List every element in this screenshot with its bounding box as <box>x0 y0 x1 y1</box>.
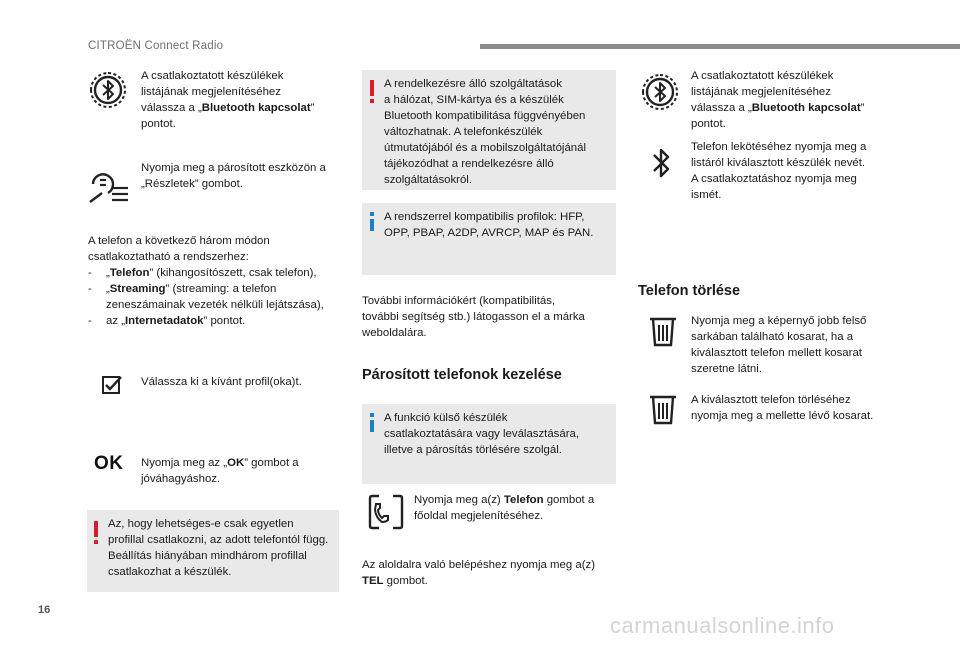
info-profiles-text: A rendszerrel kompatibilis profilok: HFP, OPP, PBAP, A2DP, AVRCP, MAP és PAN. <box>384 211 594 239</box>
info-function-text: A funkció külső készülék csatlakoztatására vagy leválasztására, illetve a párosítás törlésére szolgál. <box>384 412 580 456</box>
warning-services-text: A rendelkezésre álló szolgáltatások a hálózat, SIM-kártya és a készülék Bluetooth kompatibilitása függvényében változhatnak. A telefonkészülék útmutatójából és a mobilszolgáltatójánál tájékozódhat a rendelkezésre álló szolgáltatásokról. <box>384 78 586 186</box>
checkbox-checked-icon <box>101 374 123 396</box>
section-title-paired-phones: Párosított telefonok kezelése <box>362 367 562 383</box>
device-details-icon <box>88 164 132 204</box>
bluetooth-icon <box>650 146 674 180</box>
step-disconnect: Telefon lekötéséhez nyomja meg a listáról kiválasztott készülék nevét. A csatlakoztatáshoz nyomja meg ismét. <box>691 141 867 201</box>
bluetooth-settings-icon <box>640 72 680 112</box>
warning-profiles-text: Az, hogy lehetséges-e csak egyetlen profillal csatlakozni, az adott telefontól függ. Beállítás hiányában mindhárom profillal csatlakozhat a készülék. <box>108 518 329 578</box>
step-ok: Nyomja meg az „OK” gombot a jóváhagyáshoz. <box>141 457 299 485</box>
trash-icon <box>648 394 678 426</box>
info-icon <box>370 413 374 417</box>
sub-page-text: Az aloldalra való belépéshez nyomja meg a(z) TEL gombot. <box>362 559 595 587</box>
bluetooth-settings-icon <box>88 70 128 110</box>
list-item: - „Telefon” (kihangosítószett, csak telefon), <box>88 267 317 279</box>
document-header-title: CITROËN Connect Radio <box>88 40 224 52</box>
step-select-profile: Válassza ki a kívánt profil(oka)t. <box>141 376 302 388</box>
header-bar <box>480 44 960 49</box>
list-item-continuation: zeneszámainak vezeték nélküli lejátszása), <box>106 299 324 311</box>
trash-icon <box>648 316 678 348</box>
warning-icon <box>94 521 98 537</box>
step-trash-select: A kiválasztott telefon törléséhez nyomja meg a mellette lévő kosarat. <box>691 394 874 422</box>
connection-modes-intro: A telefon a következő három módon csatlakoztatható a rendszerhez: - „Telefon” (kihangosítószett, csak telefon), - „Streaming” (streaming: a telefon zeneszámainak vezeték nélküli lejátszása), - az „Internetadatok” pontot. <box>88 233 348 329</box>
list-item: - az „Internetadatok” pontot. <box>88 315 246 327</box>
page-number: 16 <box>38 604 51 616</box>
step-bluetooth-list: A csatlakoztatott készülékek listájának megjelenítéséhez válassza a „Bluetooth kapcsolat” pontot. <box>691 70 865 130</box>
ok-icon: OK <box>94 453 124 474</box>
more-info-text: További információkért (kompatibilitás, további segítség stb.) látogasson el a márka weboldalára. <box>362 295 585 339</box>
info-icon <box>370 212 374 216</box>
step-trash-top: Nyomja meg a képernyő jobb felső sarkában található kosarat, ha a kiválasztott telefon mellett kosarat szeretne látni. <box>691 315 867 375</box>
warning-icon <box>370 80 374 96</box>
step-phone-button: Nyomja meg a(z) Telefon gombot a főoldal megjelenítéséhez. <box>414 494 595 522</box>
section-title-delete-phone: Telefon törlése <box>638 283 741 299</box>
watermark: carmanualsonline.info <box>610 613 835 638</box>
phone-icon <box>366 492 406 532</box>
list-item: - „Streaming” (streaming: a telefon <box>88 283 277 295</box>
step-details: Nyomja meg a párosított eszközön a „Részletek” gombot. <box>141 162 326 190</box>
step-bluetooth-list: A csatlakoztatott készülékek listájának megjelenítéséhez válassza a „Bluetooth kapcsolat” pontot. <box>141 70 315 130</box>
